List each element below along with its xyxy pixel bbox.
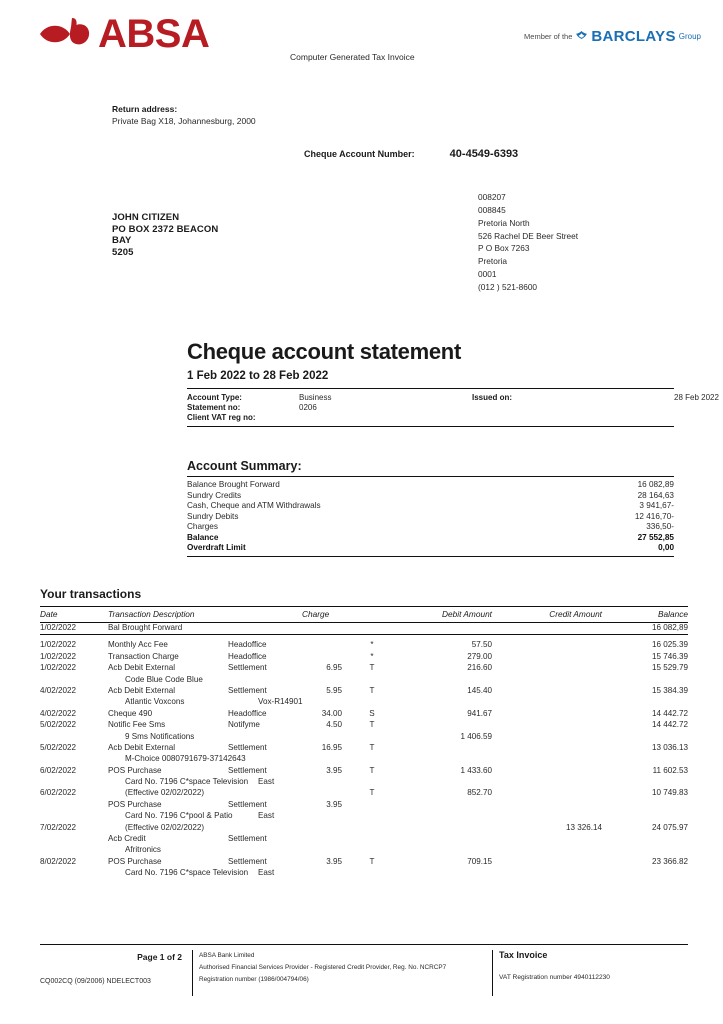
table-row [40,834,688,845]
cell-party: Settlement [228,834,267,844]
cell-description: Atlantic Voxcons [125,697,185,707]
cell-description: Bal Brought Forward [108,623,183,632]
barclays-wordmark: BARCLAYS [591,28,676,45]
table-row-detail [40,675,688,686]
cell-balance: 16 025.39 [651,640,688,650]
cell-party: Settlement [228,685,267,695]
cell-party: Settlement [228,663,267,673]
branch-address-line: Pretoria [478,256,508,267]
table-row [40,766,688,777]
summary-row [187,522,674,533]
cell-party: Headoffice [228,708,267,718]
cell-debit: 57.50 [471,640,492,650]
cell-charge: 34.00 [321,708,342,718]
cell-description: (Effective 02/02/2022) [125,822,205,832]
summary-row [187,480,674,491]
table-row [40,743,688,754]
branch-address-line: 0001 [478,269,497,280]
cell-description: Cheque 490 [108,708,153,718]
customer-address-block [112,212,218,258]
transactions-rows [40,623,688,880]
cell-balance: 13 036.13 [651,742,688,752]
cell-balance: 16 082,89 [651,623,688,632]
table-row-detail [40,754,688,765]
meta-row-statement-no [187,402,674,412]
summary-row-value: 336,50- [646,522,674,531]
barclays-group-label: Group [678,32,701,41]
table-row [40,857,688,868]
customer-address-line: JOHN CITIZEN [112,212,180,223]
column-header-credit: Credit Amount [549,609,602,619]
cell-debit: 216.60 [467,663,492,673]
absa-logo [36,14,209,54]
table-row [40,663,688,674]
cell-debit: 852.70 [467,788,492,798]
absa-eye-swoosh-icon [36,16,96,52]
cell-balance: 14 442.72 [651,708,688,718]
summary-row-label: Balance Brought Forward [187,480,280,489]
cell-description: Monthly Acc Fee [108,640,168,650]
table-row [40,686,688,697]
customer-address-line: BAY [112,235,132,247]
summary-row-value: 3 941,67- [639,501,674,510]
issued-on-label: Issued on: [472,393,513,403]
cell-charge: 3.95 [326,856,342,866]
summary-row [187,501,674,512]
summary-row-value: 16 082,89 [637,480,674,489]
cell-date: 4/02/2022 [40,708,77,718]
page-footer [40,944,688,1002]
cell-party: Settlement [228,856,267,866]
cell-date: 6/02/2022 [40,765,77,775]
cell-debit: 1 433.60 [460,765,492,775]
cell-party: East [258,811,275,821]
statement-meta-grid [187,389,719,426]
column-header-description: Transaction Description [108,609,195,619]
cell-flag: * [370,651,374,661]
summary-row [187,533,674,544]
cell-description: Transaction Charge [108,651,179,661]
cell-party: Notifyme [228,720,260,730]
cell-balance: 11 602.53 [652,765,688,775]
page-title: Cheque account statement [187,339,461,364]
table-row-detail [40,788,688,799]
computer-generated-notice: Computer Generated Tax Invoice [290,52,415,62]
cell-balance: 15 529.79 [651,663,688,673]
transactions-header-row [40,607,688,622]
statement-header-section [187,339,719,427]
return-address-value: Private Bag X18, Johannesburg, 2000 [112,116,256,127]
table-row-detail [40,777,688,788]
cell-flag: T [369,788,375,798]
branch-address-line: 008207 [478,192,506,202]
cell-charge: 3.95 [326,799,342,809]
footer-columns [40,950,688,1002]
statement-rule-bottom [187,426,674,427]
table-row [40,709,688,720]
cell-party: Settlement [228,742,267,752]
statement-no-value: 0206 [299,403,317,413]
cell-date: 6/02/2022 [40,788,77,798]
barclays-member-badge [524,28,701,45]
cell-charge: 16.95 [321,742,342,752]
cell-description: POS Purchase [108,856,162,866]
summary-row-label: Sundry Debits [187,511,239,521]
branch-address-line: 008845 [478,204,506,215]
cell-debit: 941.67 [467,708,492,718]
table-row-detail [40,868,688,879]
footer-rule [40,944,688,945]
summary-row-label: Cash, Cheque and ATM Withdrawals [187,501,321,510]
cell-description: M-Choice 0080791679-37142643 [125,754,246,764]
summary-row-value: 12 416,70- [634,511,674,521]
branch-address-block [478,191,578,294]
cheque-account-number-value: 40-4549-6393 [449,148,519,160]
cell-balance: 24 075.97 [651,822,688,832]
column-header-debit: Debit Amount [442,609,492,619]
bank-legal-line: ABSA Bank Limited [199,952,255,959]
tax-invoice-title: Tax Invoice [499,950,548,960]
summary-row-value: 28 164,63 [637,490,674,500]
cell-description: Card No. 7196 C*space Television [125,868,249,878]
cell-flag: S [369,708,375,718]
client-vat-label: Client VAT reg no: [187,413,256,423]
cell-date: 1/02/2022 [40,651,77,661]
cell-balance: 14 442.72 [651,720,688,730]
summary-row-label: Sundry Credits [187,490,242,500]
cell-description: POS Purchase [108,799,162,809]
account-summary-section [187,459,674,557]
bank-legal-line: Authorised Financial Services Provider - Registered Credit Provider, Reg. No. NCRCP7 [199,963,447,971]
cell-charge: 3.95 [326,765,342,775]
tax-invoice-block [492,950,695,996]
summary-row [187,543,674,554]
cell-balance: 10 749.83 [651,788,688,798]
statement-period: 1 Feb 2022 to 28 Feb 2022 [187,370,329,383]
account-type-label: Account Type: [187,393,242,403]
cell-date: 1/02/2022 [40,640,77,650]
account-type-value: Business [299,393,332,403]
cell-flag: T [369,685,375,695]
column-header-date: Date [40,609,58,619]
table-row-detail [40,823,688,834]
summary-row-value: 0,00 [658,543,674,552]
cell-debit: 279.00 [467,651,492,661]
absa-logo-text: ABSA [98,12,210,56]
cell-description: Card No. 7196 C*space Television [125,777,249,787]
column-header-charge: Charge [302,609,330,619]
cell-description: Afritronics [125,845,161,855]
cell-flag: T [369,720,375,730]
cell-description: Acb Credit [108,834,146,844]
branch-address-line: 526 Rachel DE Beer Street [478,230,579,241]
cell-flag: T [369,765,375,775]
barclays-member-label: Member of the [524,32,573,41]
statement-no-label: Statement no: [187,403,241,413]
cell-flag: T [369,663,375,673]
summary-row-label: Charges [187,522,218,531]
cell-balance: 15 384.39 [651,685,688,695]
return-address-label: Return address: [112,104,178,114]
summary-row-label: Balance [187,532,219,542]
summary-row [187,512,674,523]
cell-date: 4/02/2022 [40,685,77,695]
cell-date: 7/02/2022 [40,822,77,832]
summary-row-label: Overdraft Limit [187,543,246,552]
cell-description: POS Purchase [108,765,162,775]
meta-row-account-type: Account Type: Business Issued on: 28 Feb 2022 [187,393,719,403]
cell-charge: 6.95 [326,663,342,673]
cell-description: Acb Debit External [108,742,176,752]
vat-registration-number: VAT Registration number 4940112230 [499,974,610,981]
cell-date: 5/02/2022 [40,742,77,752]
cell-date: 1/02/2022 [40,623,77,632]
cell-party: East [258,777,275,787]
table-row-detail [40,697,688,708]
cell-charge: 5.95 [326,685,342,695]
cell-description: Code Blue Code Blue [125,674,203,684]
cell-credit: 13 326.14 [565,822,602,832]
branch-address-line: (012 ) 521-8600 [478,282,538,293]
table-row-detail [40,845,688,856]
table-row [40,652,688,663]
cell-charge: 4.50 [326,720,342,730]
form-code: CQ002CQ (09/2006) NDELECT003 [40,978,151,985]
summary-row [187,491,674,502]
cell-date: 5/02/2022 [40,720,77,730]
cell-description: Acb Debit External [108,663,176,673]
transactions-section [40,587,688,880]
cell-flag: * [370,640,374,650]
table-row [40,720,688,731]
cell-party: Vox-R14901 [258,697,303,707]
summary-rule-bottom [187,556,674,557]
account-summary-rows [187,477,674,556]
cell-debit: 709.15 [467,856,492,866]
table-row [40,640,688,651]
customer-address-line: PO BOX 2372 BEACON [112,223,219,235]
cell-description: Acb Debit External [108,685,176,695]
table-row [40,800,688,811]
barclays-eagle-icon [575,30,588,43]
cell-balance: 15 746.39 [651,651,688,661]
cell-party: Headoffice [228,651,267,661]
transactions-title: Your transactions [40,587,142,601]
cell-description: 9 Sms Notifications [125,731,195,741]
cell-party: East [258,868,275,878]
table-row-detail [40,811,688,822]
cell-party: Settlement [228,799,267,809]
cell-date: 8/02/2022 [40,856,77,866]
meta-row-client-vat [187,412,674,422]
branch-address-line: P O Box 7263 [478,243,530,254]
column-header-balance: Balance [658,609,688,619]
cell-debit: 1 406.59 [460,731,492,741]
summary-row-value: 27 552,85 [637,532,674,542]
bank-legal-line: Registration number (1986/004794/06) [199,975,309,983]
cell-flag: T [369,856,375,866]
cell-debit: 145.40 [467,685,492,695]
bank-legal-block [192,950,499,996]
transactions-rule-brought-forward [40,634,688,635]
page-number: Page 1 of 2 [137,952,182,962]
branch-address-line: Pretoria North [478,217,530,228]
cheque-account-number-label: Cheque Account Number: [304,149,415,159]
cell-flag: T [369,742,375,752]
table-row-detail [40,732,688,743]
cell-party: Settlement [228,765,267,775]
account-summary-title: Account Summary: [187,459,302,473]
cell-balance: 23 366.82 [651,856,688,866]
cell-party: Headoffice [228,640,267,650]
cell-date: 1/02/2022 [40,663,77,673]
table-row [40,623,688,634]
return-address-block [112,103,256,128]
cheque-account-number-row [304,148,518,160]
cell-description: (Effective 02/02/2022) [125,788,205,798]
cell-description: Card No. 7196 C*pool & Patio [125,811,233,821]
customer-address-line: 5205 [112,246,134,258]
cell-description: Notific Fee Sms [108,720,166,730]
